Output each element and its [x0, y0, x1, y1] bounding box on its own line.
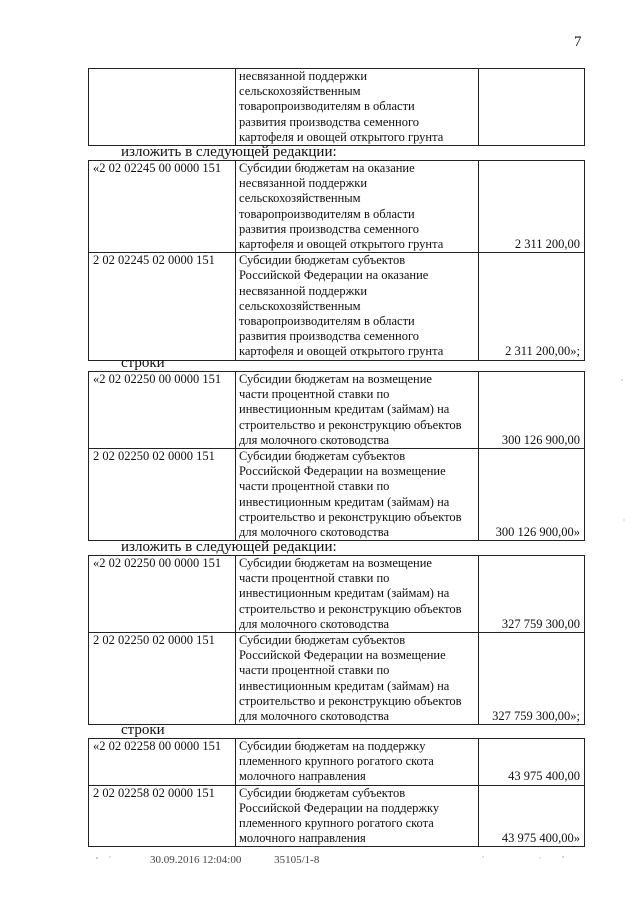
description-cell: Субсидии бюджетам на оказание несвязанной поддержки сельскохозяйственным товаропроизводителям в области развития производства семенного картофеля и овощей открытого грунта — [236, 161, 479, 253]
amount-cell: 327 759 300,00»; — [479, 633, 585, 725]
amount-cell: 300 126 900,00» — [479, 449, 585, 541]
amount-cell: 300 126 900,00 — [479, 372, 585, 449]
code-cell: 2 02 02250 02 0000 151 — [89, 633, 236, 725]
caption-lines: строки — [121, 355, 165, 371]
description-cell: Субсидии бюджетам на возмещение части процентной ставки по инвестиционным кредитам (займам) на строительство и реконструкцию объектов для молочного скотоводства — [236, 372, 479, 449]
code-cell: 2 02 02250 02 0000 151 — [89, 449, 236, 541]
amount-cell: 43 975 400,00» — [479, 785, 585, 847]
code-cell: «2 02 02250 00 0000 151 — [89, 556, 236, 633]
code-cell: «2 02 02245 00 0000 151 — [89, 161, 236, 253]
description-cell: Субсидии бюджетам на поддержку племенного крупного рогатого скота молочного направления — [236, 739, 479, 786]
description-cell: Субсидии бюджетам субъектов Российской Федерации на возмещение части процентной ставки по инвестиционным кредитам (займам) на строительство и реконструкцию объектов для молочного скотоводства — [236, 633, 479, 725]
description-cell: Субсидии бюджетам субъектов Российской Федерации на поддержку племенного крупного рогатого скота молочного направления — [236, 785, 479, 847]
description-cell: Субсидии бюджетам на возмещение части процентной ставки по инвестиционным кредитам (займам) на строительство и реконструкцию объектов для молочного скотоводства — [236, 556, 479, 633]
print-timestamp: 30.09.2016 12:04:00 — [150, 854, 242, 866]
amount-cell: 43 975 400,00 — [479, 739, 585, 786]
amount-cell: 2 311 200,00»; — [479, 253, 585, 360]
description-cell: несвязанной поддержки сельскохозяйственным товаропроизводителям в области развития производства семенного картофеля и овощей открытого грунта — [236, 69, 479, 146]
caption-edit: изложить в следующей редакции: — [121, 144, 337, 160]
document-id: 35105/1-8 — [274, 854, 320, 866]
caption-lines: строки — [121, 722, 165, 738]
code-cell: «2 02 02258 00 0000 151 — [89, 739, 236, 786]
code-cell: 2 02 02258 02 0000 151 — [89, 785, 236, 847]
caption-edit: изложить в следующей редакции: — [121, 539, 337, 555]
description-cell: Субсидии бюджетам субъектов Российской Федерации на оказание несвязанной поддержки сельскохозяйственным товаропроизводителям в области развития производства семенного картофеля и овощей открытого грунта — [236, 253, 479, 360]
code-cell: 2 02 02245 02 0000 151 — [89, 253, 236, 360]
page-number: 7 — [574, 34, 582, 50]
description-cell: Субсидии бюджетам субъектов Российской Федерации на возмещение части процентной ставки по инвестиционным кредитам (займам) на строительство и реконструкцию объектов для молочного скотоводства — [236, 449, 479, 541]
code-cell: «2 02 02250 00 0000 151 — [89, 372, 236, 449]
amount-cell: 327 759 300,00 — [479, 556, 585, 633]
amount-cell: 2 311 200,00 — [479, 161, 585, 253]
